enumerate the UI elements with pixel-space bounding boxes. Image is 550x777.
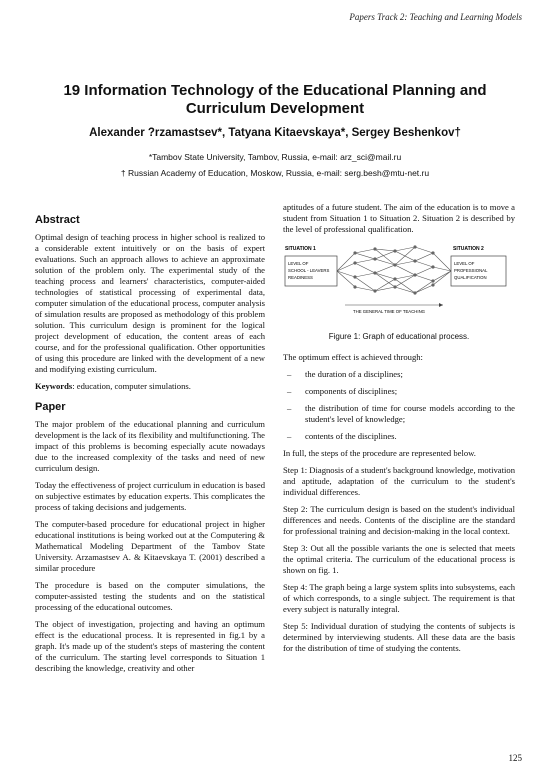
left-box-line-2: SCHOOL - LEAVERS [288,268,330,273]
abstract-heading: Abstract [35,214,80,226]
affiliation-1: *Tambov State University, Tambov, Russia, e-mail: arz_sci@mail.ru [148,152,402,162]
situation2-label: SITUATION 2 [453,246,484,252]
optimum-list [283,369,515,442]
list-item: – contents of the disciplines. [283,431,515,442]
list-item: – the duration of a disciplines; [283,369,515,380]
author-list: Alexander ?rzamastsev*, Tatyana Kitaevskaya*, Sergey Beshenkov† [89,127,461,139]
intro-paragraph: aptitudes of a future student. The aim of the education is to move a student from Situation 1 to Situation 2. Situation 2 is described by the level of professional qualification. [283,202,515,234]
time-axis-arrow-icon [439,303,443,307]
step-3: Step 3: Out all the possible variants the one is selected that meets the optimal criteria. The curriculum of the educational process is shown on fig. 1. [283,543,515,575]
situation1-label: SITUATION 1 [285,246,316,252]
graph-nodes [353,245,434,294]
right-box-line-1: LEVEL OF [454,261,475,266]
paper-paragraph-3: The computer-based procedure for educational project in higher educational institutions is being worked out at the Computering & Mathematical Modeling Department of the Tambov State University. Arzamastsev A. & Kitaevskaya T. (2001) described a similar procedure [35,519,265,573]
paper-heading: Paper [35,401,66,413]
page-number: 125 [508,753,522,763]
time-axis-label: THE GENERAL TIME OF TEACHING [353,309,426,314]
paper-paragraph-2: Today the effectiveness of project curriculum in education is based on subjective estimates by education experts. This complicates the process of taking decisions and judgements. [35,480,265,512]
right-box-line-3: QUALIFICATION [454,275,487,280]
list-item: – components of disciplines; [283,386,515,397]
step-1: Step 1: Diagnosis of a student's background knowledge, motivation and aptitude, adaptation of the curriculum to the student's individual differences. [283,465,515,497]
left-box-line-3: READINESS [288,275,313,280]
keywords-label: Keywords [35,381,73,391]
abstract-text: Optimal design of teaching process in higher school is realized to a considerable extent intuitively or on the basis of expert evaluations. Such an approach allows to achieve an approximate solution of the problem only. The experimental study of the teaching process and learners' characteristics, computer-aided technologies of statistical processing of experimental data, computer simulation of the educational process, computer analysis of simulation results are proposed as methodology of this problem solution. This curriculum design is prominent for the logical project development of education, the content areas of each course, and for the professional qualification. Other opportunities of using this procedure are linked with the development of a new and modifying existing curriculum. [35,232,265,374]
step-5: Step 5: Individual duration of studying the contents of subjects is determined by interviewing students. All these data are the basis for the distribution of time of studying the contents. [283,621,515,653]
keywords [35,381,265,392]
step-2: Step 2: The curriculum design is based on the student's individual differences and needs. Contents of the discipline are the standard for professional training and decision-making in the local context. [283,504,515,536]
left-column [35,205,265,680]
graph-figure [283,241,508,319]
affiliation-2: † Russian Academy of Education, Moskow, Russia, e-mail: serg.besh@mtu-net.ru [120,168,430,178]
steps-intro: In full, the steps of the procedure are represented below. [283,448,476,458]
left-box-line-1: LEVEL OF [288,261,309,266]
figure-caption: Figure 1: Graph of educational process. [328,332,470,341]
paper-paragraph-4: The procedure is based on the computer simulations, the computer-assisted testing the students and on the statistical processing of the educational outcomes. [35,580,265,612]
right-column [283,202,515,660]
list-item: – the distribution of time for course models according to the student's level of knowledge; [283,403,515,425]
paper-title: 19 Information Technology of the Educational Planning and Curriculum Development [63,82,487,117]
running-head: Papers Track 2: Teaching and Learning Models [349,12,522,22]
right-box-line-2: PROFESSIONAL [454,268,488,273]
keywords-text: : education, computer simulations. [72,381,191,391]
paper-paragraph-1: The major problem of the educational planning and curriculum development is the lack of its flexibility and multifunctioning. The impact of this problems is becoming especially acute nowadays due to the increased complexity of the tasks and need of new curriculum design. [35,419,265,473]
paper-paragraph-5: The object of investigation, projecting and having an optimum effect is the educational process. It is represented in fig.1 by a graph. It's made up of the student's steps of mastering the content of the curriculum. The starting level corresponds to Situation 1 describing the knowledge, creativity and other [35,619,265,673]
optimum-intro: The optimum effect is achieved through: [283,352,423,362]
step-4: Step 4: The graph being a large system splits into subsystems, each of which corresponds, to a single subject. The requirement is that every subject is naturally integral. [283,582,515,614]
educational-process-graph [283,241,508,319]
